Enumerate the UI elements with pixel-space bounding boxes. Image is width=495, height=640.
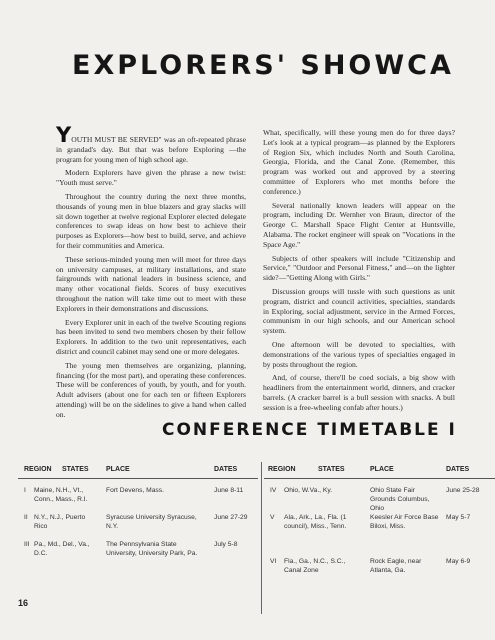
header-dates: DATES [214,466,238,473]
cell-states: Fla., Ga., N.C., S.C., Canal Zone [284,558,346,574]
cell-place: Fort Devens, Mass. [106,487,164,494]
article-paragraph: Modern Explorers have given the phrase a new twist: "Youth must serve." [56,168,246,188]
timetable-title: CONFERENCE TIMETABLE I [162,420,457,440]
cell-region: V [270,514,275,521]
header-states: STATES [318,466,345,473]
article-paragraph: YOUTH MUST BE SERVED" was an oft-repeated phrase in grandad's day. But that was before Exploring —the program for young men of high school age. [56,123,246,164]
header-region: REGION [24,466,52,473]
cell-dates: May 6-9 [446,558,471,565]
article-paragraph: These serious-minded young men will meet for three days on university campuses, at military installations, and state fairgrounds with national leaders in business science, and many other vocational fields. Scores of busy executives throughout the nation will take time out to meet with these Explorers in their demonstrations and discussions. [56,254,246,313]
table-divider [261,462,262,614]
header-states: STATES [62,466,89,473]
cell-place: The Pennsylvania State University, University Park, Pa. [106,541,198,557]
article-paragraph: What, specifically, will these young men do for three days? Let's look at a typical program—as planned by the Explorers of Region Six, which includes North and South Carolina, Georgia, Florida, and the Canal Zone. (Remember, this program was worked out and approved by a steering committee of Explorers who met months before the conference.) [263,128,455,196]
article-paragraph: Discussion groups will tussle with such questions as unit program, district and council activities, specialties, standards in Exploring, social adjustment, service in the Armed Forces, communism in our high schools, and our American school system. [263,286,455,336]
cell-states: N.Y., N.J., Puerto Rico [34,514,86,530]
cell-dates: July 5-8 [214,541,238,548]
article-paragraph: Several nationally known leaders will appear on the program, including Dr. Wernher von Braun, director of the George C. Marshall Space Flight Center at Huntsville, Alabama. The rocket engineer will speak on "Vocations in the Space Age." [263,200,455,249]
article-paragraph: The young men themselves are organizing, planning, financing (for the most part), and operating these conferences. These will be conferences of youth, by youth, and for youth. Adult advisers (about one for each ten or fifteen Explorers attending) will be on the sidelines to give a hand when called on. [56,360,246,419]
cell-dates: June 8-11 [214,487,244,494]
header-dates: DATES [446,466,470,473]
cell-region: VI [270,558,277,565]
article-title: EXPLORERS' SHOWCA [72,50,454,80]
cell-region: IV [270,487,277,494]
cell-dates: June 25-28 [446,487,480,494]
cell-dates: May 5-7 [446,514,471,521]
cell-place: Syracuse University Syracuse, N.Y. [106,514,197,530]
cell-states: Ohio, W.Va., Ky. [284,487,333,494]
cell-states: Maine, N.H., Vt., Conn., Mass., R.I. [34,487,88,503]
header-place: PLACE [370,466,394,473]
article-paragraph: Every Explorer unit in each of the twelve Scouting regions has been invited to send two members chosen by their fellow Explorers. In addition to the two unit representatives, each district and council cabinet may send one or more delegates. [56,317,246,356]
article-left-column [56,123,246,424]
article-paragraph: Throughout the country during the next three months, thousands of young men in blue blazers and gray slacks will sit down together at twelve regional Explorer elected delegate conferences to swap ideas on how best to achieve their purposes as Explorers—how best to build, serve, and achieve for their communities and America. [56,191,246,250]
cell-region: II [24,514,28,521]
cell-states: Pa., Md., Del., Va., D.C. [34,541,90,557]
table-rule [18,478,258,479]
drop-cap: Y [56,123,72,147]
cell-place: Keesler Air Force Base Biloxi, Miss. [370,514,439,530]
header-place: PLACE [106,466,130,473]
article-paragraph: Subjects of other speakers will include "Citizenship and Service," "Outdoor and Personal Fitness," and—on the lighter side?—"Getting Along with Girls." [263,253,455,283]
table-rule [264,478,495,479]
page-number: 16 [18,598,29,608]
article-paragraph: One afternoon will be devoted to specialties, with demonstrations of the various types of specialties engaged in by posts throughout the region. [263,339,455,369]
cell-region: III [24,541,30,548]
article-paragraph: And, of course, there'll be coed socials, a big show with headliners from the entertainment world, dinners, and cracker barrels. (A cracker barrel is a bull session with snacks. A bull session is a free-wheeling confab after hours.) [263,373,455,412]
cell-states: Ala., Ark., La., Fla. (1 council), Miss., Tenn. [284,514,347,530]
cell-dates: June 27-29 [214,514,248,521]
article-right-column [263,128,455,417]
cell-region: I [24,487,26,494]
cell-place: Rock Eagle, near Atlanta, Ga. [370,558,422,574]
header-region: REGION [268,466,296,473]
cell-place: Ohio State Fair Grounds Columbus, Ohio [370,487,430,512]
